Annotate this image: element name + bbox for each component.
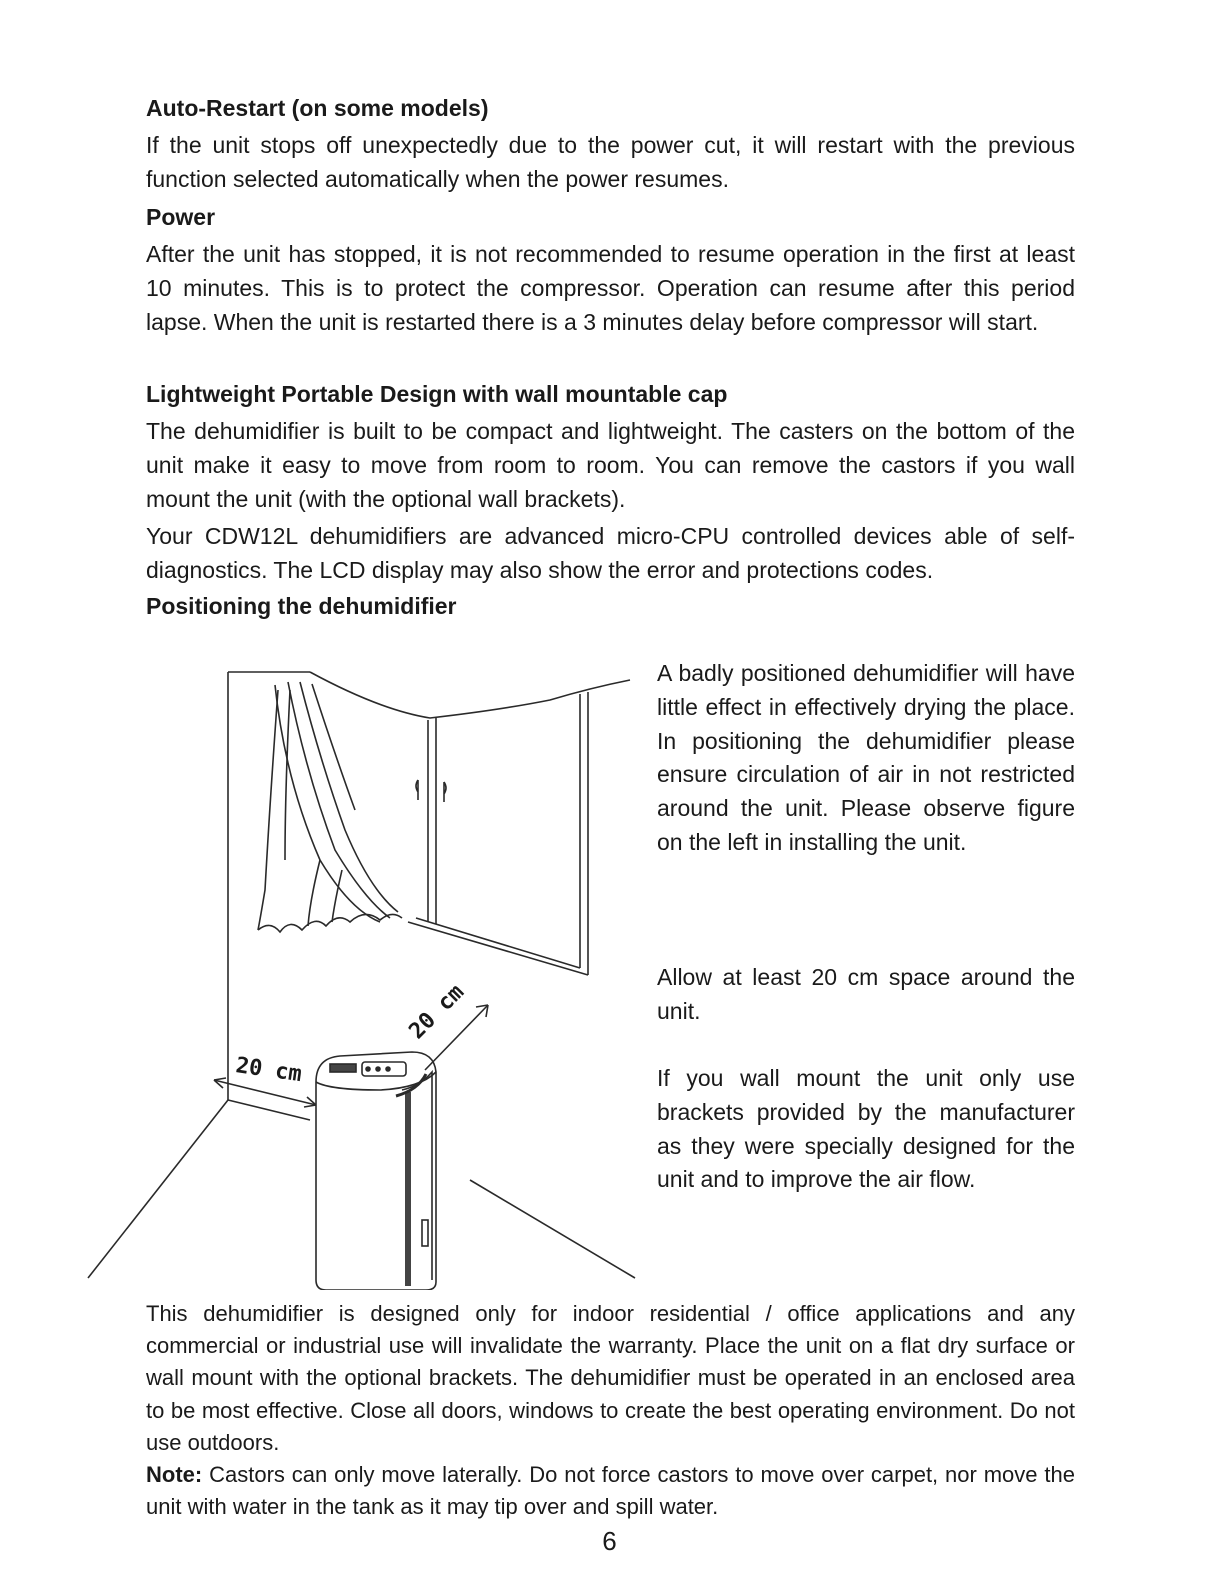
portable-design-heading: Lightweight Portable Design with wall mountable cap [146, 381, 728, 407]
left-clearance-arrow [214, 1078, 316, 1107]
auto-restart-heading: Auto-Restart (on some models) [146, 95, 489, 121]
power-heading: Power [146, 204, 216, 230]
positioning-text-3: If you wall mount the unit only use brackets provided by the manufacturer as they were specially designed for the unit and to improve the air flow. [657, 1065, 1075, 1193]
page-number: 6 [602, 1526, 617, 1556]
dehumidifier-unit [316, 1052, 436, 1290]
curtain [258, 682, 402, 932]
power-text: After the unit has stopped, it is not recommended to resume operation in the first at least 10 minutes. This is to protect the compressor. Operation can resume after this period lapse. When the unit is restarted there is a 3 minutes delay before compressor will start. [146, 241, 1075, 335]
positioning-illustration [80, 660, 640, 1290]
back-clearance-label: 20 cm [404, 979, 470, 1045]
floor-right-line [470, 1180, 635, 1278]
floor-left-line [88, 1100, 228, 1278]
positioning-heading: Positioning the dehumidifier [146, 593, 457, 619]
auto-restart-text: If the unit stops off unexpectedly due to the power cut, it will restart with the previous function selected automatically when the power resumes. [146, 132, 1075, 192]
indoor-use-text: This dehumidifier is designed only for indoor residential / office applications and any commercial or industrial use will invalidate the warranty. Place the unit on a flat dry surface or wall mount with the optional brackets. The dehumidifier must be operated in an enclosed area to be most effective. Close all doors, windows to create the best operating environment. Do not use outdoors. [146, 1301, 1075, 1455]
note-label: Note: [146, 1462, 203, 1487]
note-paragraph [146, 1459, 1075, 1523]
portable-design-text: The dehumidifier is built to be compact and lightweight. The casters on the bottom of the unit make it easy to move from room to room. You can remove the castors if you wall mount the unit (with the optional wall brackets). [146, 418, 1075, 512]
left-clearance-label: 20 cm [234, 1053, 304, 1088]
cpu-control-text: Your CDW12L dehumidifiers are advanced micro-CPU controlled devices able of self-diagnostics. The LCD display may also show the error and protections codes. [146, 523, 1075, 583]
floor-back-line [228, 1100, 310, 1120]
positioning-text-2: Allow at least 20 cm space around the unit. [657, 964, 1075, 1024]
positioning-text-1: A badly positioned dehumidifier will have little effect in effectively drying the place. In positioning the dehumidifier please ensure circulation of air in not restricted around the unit. Please observe figure on the left in installing the unit. [657, 660, 1075, 855]
note-text: Castors can only move laterally. Do not force castors to move over carpet, nor move the unit with water in the tank as it may tip over and spill water. [146, 1462, 1075, 1520]
